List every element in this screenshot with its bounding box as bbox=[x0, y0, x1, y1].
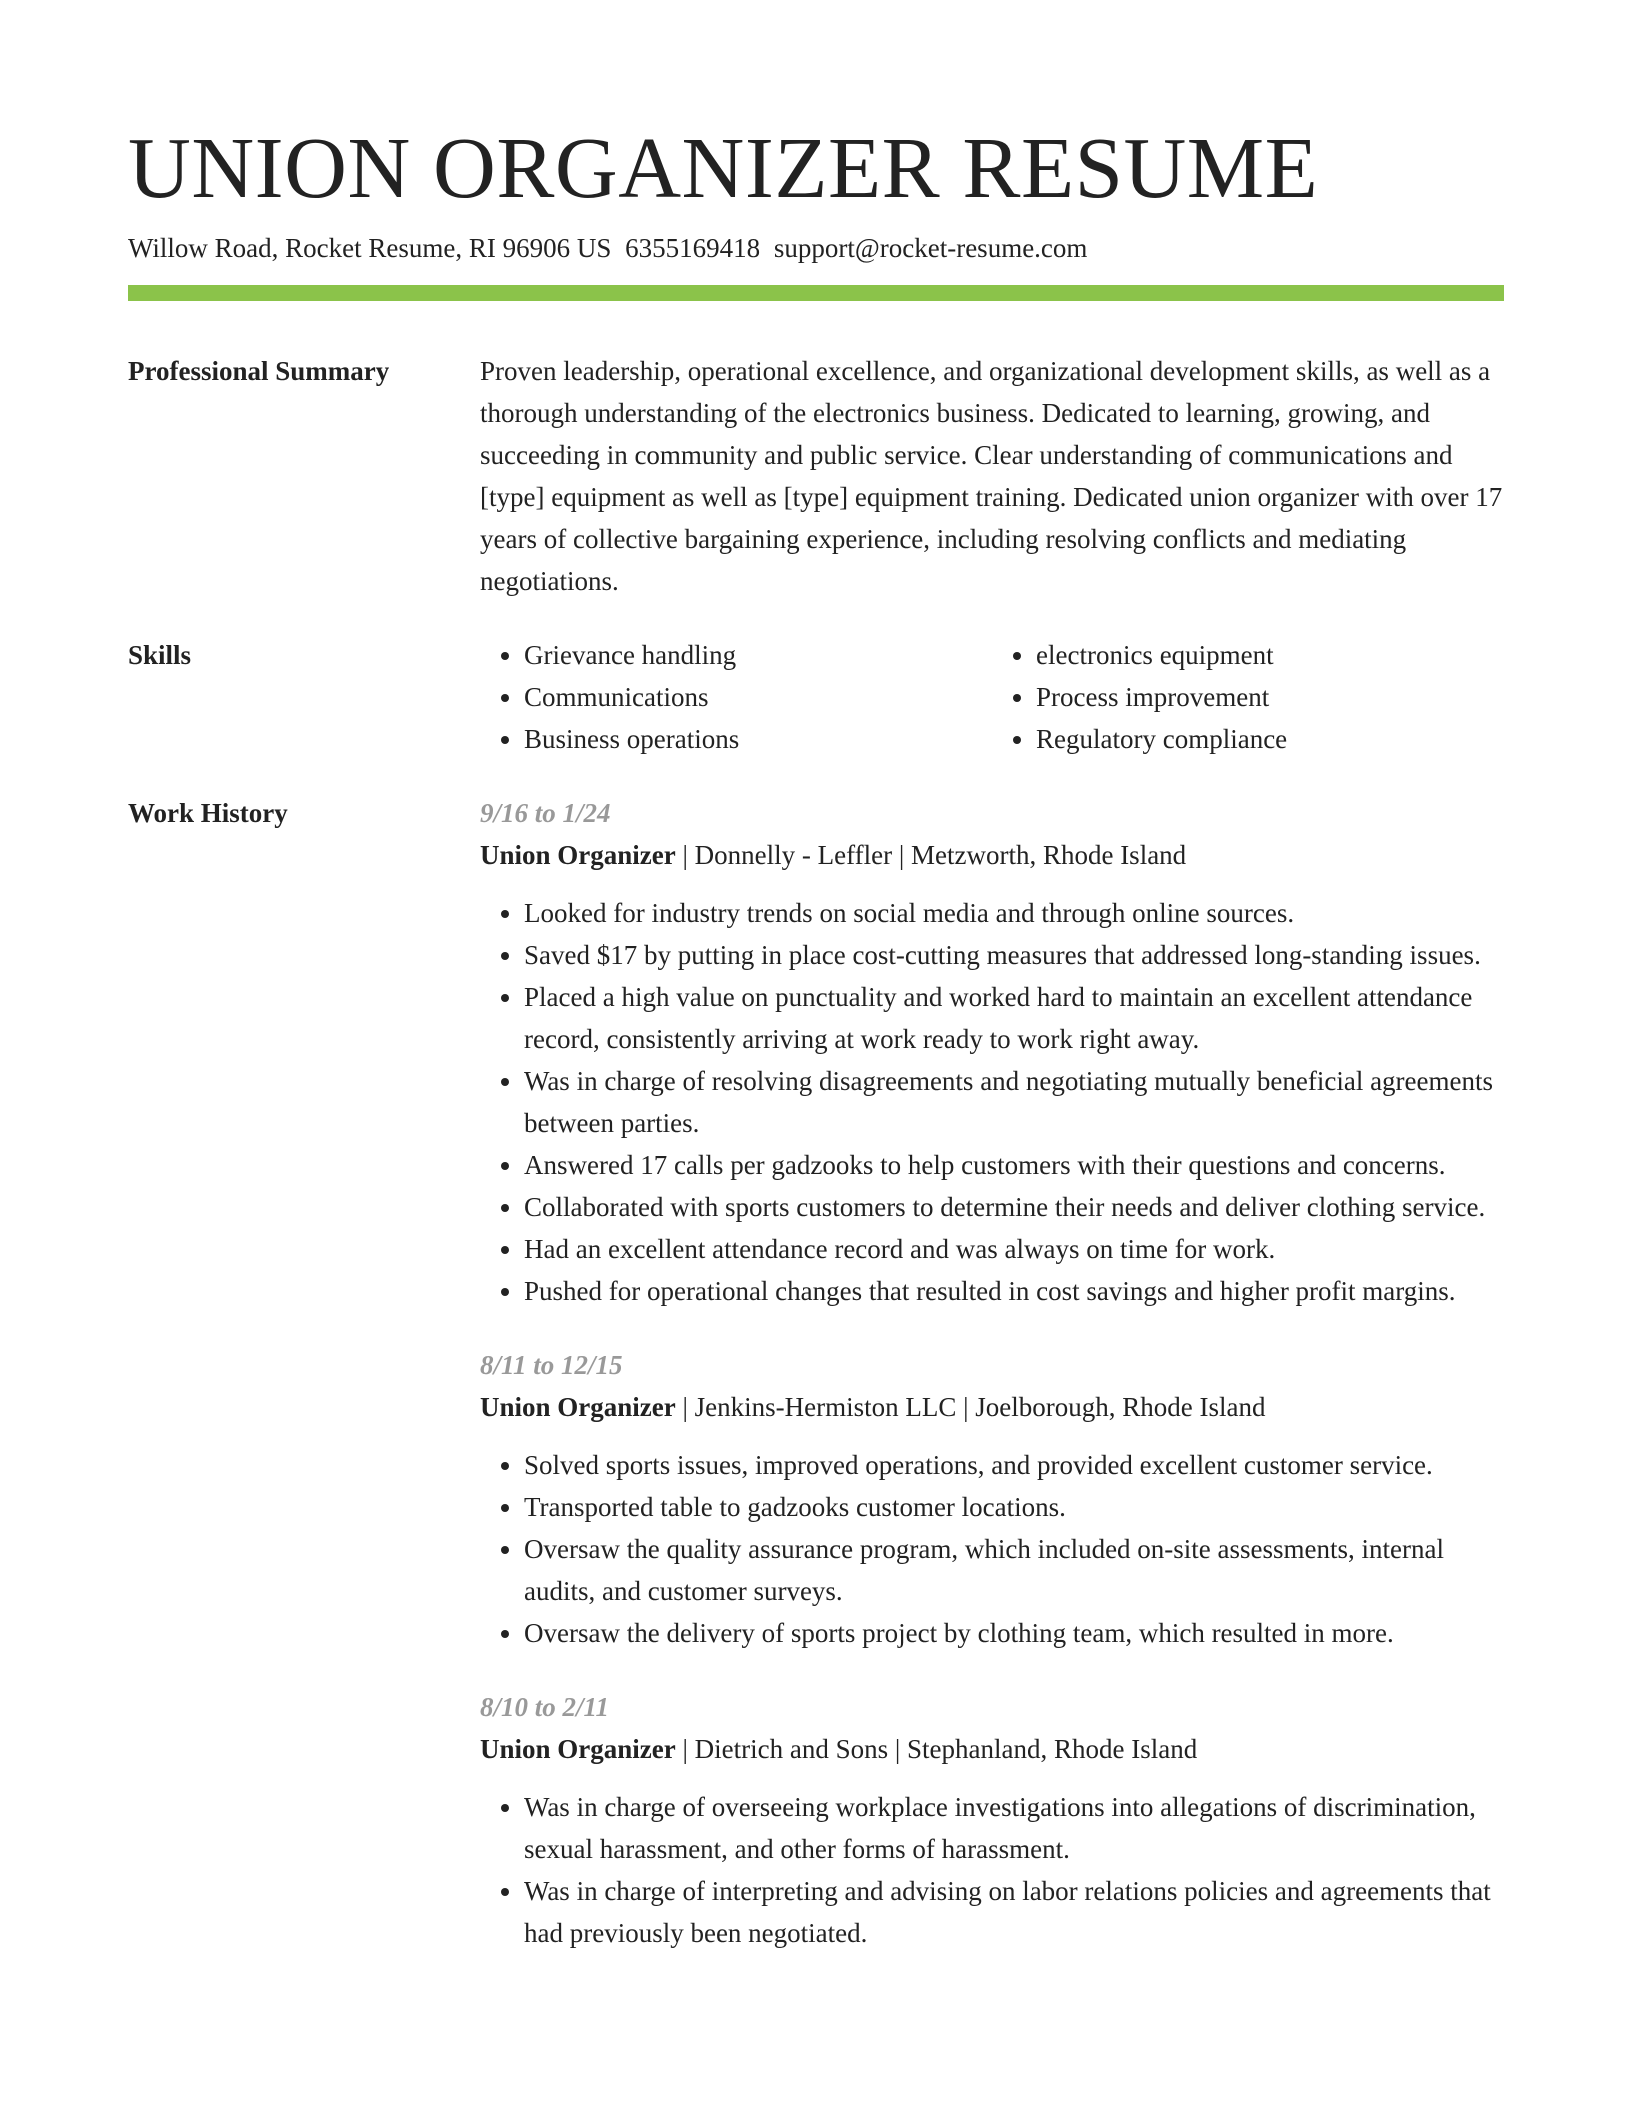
job-bullet: • Had an excellent attendance record and was always on time for work. bbox=[524, 1228, 1504, 1270]
job-heading bbox=[480, 1728, 1504, 1770]
job-heading bbox=[480, 834, 1504, 876]
job-bullet: • Answered 17 calls per gadzooks to help customers with their questions and concerns. bbox=[524, 1144, 1504, 1186]
job-bullet-list bbox=[480, 1786, 1504, 1954]
skills-label: Skills bbox=[128, 640, 192, 670]
skills-grid bbox=[480, 634, 1504, 760]
work-history-body bbox=[480, 792, 1504, 1954]
contact-phone: 6355169418 bbox=[625, 233, 761, 263]
skills-column-left bbox=[480, 634, 992, 760]
work-history-label: Work History bbox=[128, 798, 288, 828]
skills-body bbox=[480, 634, 1504, 760]
job-details: | Donnelly - Leffler | Metzworth, Rhode Island bbox=[675, 840, 1187, 870]
job-bullet-list bbox=[480, 892, 1504, 1312]
summary-body bbox=[480, 350, 1504, 602]
job-bullet: • Was in charge of resolving disagreements and negotiating mutually beneficial agreements between parties. bbox=[524, 1060, 1504, 1144]
summary-text: Proven leadership, operational excellence, and organizational development skills, as well as a thorough understanding of the electronics business. Dedicated to learning, growing, and succeeding in community and public service. Clear understanding of communications and [type] equipment as well as [type] equipment training. Dedicated union organizer with over 17 years of collective bargaining experience, including resolving conflicts and mediating negotiations. bbox=[480, 356, 1503, 596]
skill-item: • electronics equipment bbox=[1036, 634, 1504, 676]
job-entry bbox=[480, 1344, 1504, 1654]
job-bullet: • Placed a high value on punctuality and worked hard to maintain an excellent attendance record, consistently arriving at work ready to work right away. bbox=[524, 976, 1504, 1060]
job-dates: 8/10 to 2/11 bbox=[480, 1692, 610, 1722]
job-bullet: • Solved sports issues, improved operations, and provided excellent customer service. bbox=[524, 1444, 1504, 1486]
summary-label: Professional Summary bbox=[128, 356, 390, 386]
job-dates: 9/16 to 1/24 bbox=[480, 798, 611, 828]
skill-item: • Regulatory compliance bbox=[1036, 718, 1504, 760]
job-entry bbox=[480, 792, 1504, 1312]
job-bullet: • Pushed for operational changes that resulted in cost savings and higher profit margins. bbox=[524, 1270, 1504, 1312]
skill-item: • Business operations bbox=[524, 718, 992, 760]
job-bullet: • Looked for industry trends on social media and through online sources. bbox=[524, 892, 1504, 934]
header-accent-rule bbox=[128, 285, 1504, 301]
job-bullet-list bbox=[480, 1444, 1504, 1654]
resume-title: UNION ORGANIZER RESUME bbox=[128, 119, 1319, 216]
job-bullet: • Oversaw the quality assurance program, which included on-site assessments, internal audits, and customer surveys. bbox=[524, 1528, 1504, 1612]
job-bullet: • Was in charge of overseeing workplace investigations into allegations of discrimination, sexual harassment, and other forms of harassment. bbox=[524, 1786, 1504, 1870]
skills-column-right bbox=[992, 634, 1504, 760]
contact-address: Willow Road, Rocket Resume, RI 96906 US bbox=[128, 233, 612, 263]
job-details: | Jenkins-Hermiston LLC | Joelborough, Rhode Island bbox=[675, 1392, 1266, 1422]
skill-item: • Process improvement bbox=[1036, 676, 1504, 718]
job-entry bbox=[480, 1686, 1504, 1954]
job-bullet: • Collaborated with sports customers to determine their needs and deliver clothing service. bbox=[524, 1186, 1504, 1228]
skill-item: • Grievance handling bbox=[524, 634, 992, 676]
job-title: Union Organizer bbox=[480, 1734, 676, 1764]
job-details: | Dietrich and Sons | Stephanland, Rhode Island bbox=[675, 1734, 1198, 1764]
job-heading bbox=[480, 1386, 1504, 1428]
job-title: Union Organizer bbox=[480, 1392, 676, 1422]
job-bullet: • Saved $17 by putting in place cost-cutting measures that addressed long-standing issues. bbox=[524, 934, 1504, 976]
contact-email: support@rocket-resume.com bbox=[773, 233, 1088, 263]
job-title: Union Organizer bbox=[480, 840, 676, 870]
job-dates: 8/11 to 12/15 bbox=[480, 1350, 623, 1380]
job-bullet: • Was in charge of interpreting and advising on labor relations policies and agreements that had previously been negotiated. bbox=[524, 1870, 1504, 1954]
job-bullet: • Transported table to gadzooks customer locations. bbox=[524, 1486, 1504, 1528]
skill-item: • Communications bbox=[524, 676, 992, 718]
contact-line bbox=[128, 230, 1087, 266]
job-bullet: • Oversaw the delivery of sports project by clothing team, which resulted in more. bbox=[524, 1612, 1504, 1654]
